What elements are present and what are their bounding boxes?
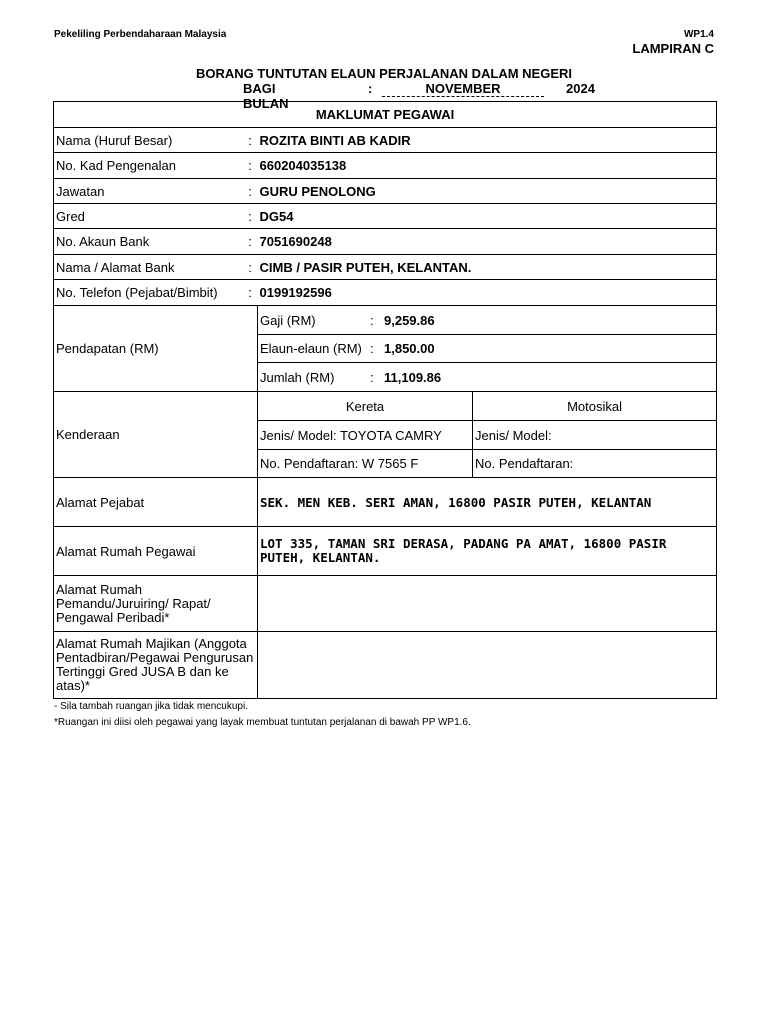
income-item-colon: : — [370, 341, 374, 356]
employer-address-row — [54, 632, 717, 699]
income-item-value: 9,259.86 — [384, 312, 435, 328]
field-label: No. Akaun Bank — [54, 229, 243, 255]
vehicle-label: Kenderaan — [54, 392, 258, 478]
footnote-eligibility: *Ruangan ini diisi oleh pegawai yang layak membuat tuntutan perjalanan di bawah PP WP1.6. — [54, 717, 471, 728]
field-row-grade — [54, 204, 717, 229]
field-value-ic: 660204035138 — [258, 153, 717, 179]
field-row-bank-account — [54, 229, 717, 255]
home-address-value: LOT 335, TAMAN SRI DERASA, PADANG PA AMAT, 16800 PASIR PUTEH, KELANTAN. — [258, 527, 717, 576]
office-address-row — [54, 478, 717, 527]
field-row-bank-name — [54, 255, 717, 280]
form-title: BORANG TUNTUTAN ELAUN PERJALANAN DALAM NEGERI — [195, 66, 573, 81]
income-row — [54, 306, 717, 335]
home-address-label: Alamat Rumah Pegawai — [54, 527, 258, 576]
vehicle-row — [54, 392, 717, 421]
field-row-position — [54, 179, 717, 204]
field-label: Gred — [54, 204, 243, 229]
driver-address-row — [54, 576, 717, 632]
field-row-name — [54, 128, 717, 153]
motorcycle-registration: No. Pendaftaran: — [473, 450, 717, 478]
circular-reference: Pekeliling Perbendaharaan Malaysia — [54, 29, 227, 40]
income-item-allowance — [258, 335, 717, 363]
period-label: BAGI BULAN — [243, 81, 289, 111]
field-value-phone: 0199192596 — [258, 280, 717, 306]
income-item-label: Jumlah (RM) — [260, 369, 335, 385]
employer-address-value — [258, 632, 717, 699]
car-header: Kereta — [258, 392, 473, 421]
field-colon: : — [243, 255, 258, 280]
appendix-label: LAMPIRAN C — [632, 41, 714, 56]
income-item-label: Elaun-elaun (RM) — [260, 341, 362, 356]
field-colon: : — [243, 153, 258, 179]
income-item-total — [258, 363, 717, 392]
field-label: Nama / Alamat Bank — [54, 255, 243, 280]
car-registration: No. Pendaftaran: W 7565 F — [258, 450, 473, 478]
period-colon: : — [368, 81, 373, 96]
income-item-label: Gaji (RM) — [260, 312, 316, 328]
field-colon: : — [243, 280, 258, 306]
field-label: Nama (Huruf Besar) — [54, 128, 243, 153]
field-value-bank-name: CIMB / PASIR PUTEH, KELANTAN. — [258, 255, 717, 280]
field-label: No. Telefon (Pejabat/Bimbit) — [54, 280, 243, 306]
field-label: No. Kad Pengenalan — [54, 153, 243, 179]
field-colon: : — [243, 229, 258, 255]
income-item-salary — [258, 306, 717, 335]
field-colon: : — [243, 128, 258, 153]
field-value-bank-account: 7051690248 — [258, 229, 717, 255]
field-value-position: GURU PENOLONG — [258, 179, 717, 204]
employer-address-label: Alamat Rumah Majikan (Anggota Pentadbiran/Pegawai Pengurusan Tertinggi Gred JUSA B dan ke atas)* — [54, 632, 258, 699]
field-value-grade: DG54 — [258, 204, 717, 229]
income-label: Pendapatan (RM) — [54, 306, 258, 392]
form-code: WP1.4 — [683, 29, 714, 40]
field-row-phone — [54, 280, 717, 306]
home-address-row — [54, 527, 717, 576]
income-item-value: 11,109.86 — [384, 369, 442, 385]
period-month: NOVEMBER — [382, 81, 544, 97]
footnote-add-rows: - Sila tambah ruangan jika tidak mencukupi. — [54, 701, 248, 712]
driver-address-label: Alamat Rumah Pemandu/Juruiring/ Rapat/ Pengawal Peribadi* — [54, 576, 258, 632]
car-model: Jenis/ Model: TOYOTA CAMRY — [258, 421, 473, 450]
income-item-colon: : — [370, 312, 374, 328]
office-address-label: Alamat Pejabat — [54, 478, 258, 527]
office-address-value: SEK. MEN KEB. SERI AMAN, 16800 PASIR PUTEH, KELANTAN — [258, 478, 717, 527]
field-colon: : — [243, 179, 258, 204]
driver-address-value — [258, 576, 717, 632]
income-item-value: 1,850.00 — [384, 341, 435, 356]
income-item-colon: : — [370, 369, 374, 385]
section-title: MAKLUMAT PEGAWAI — [54, 102, 717, 128]
field-row-ic — [54, 153, 717, 179]
field-colon: : — [243, 204, 258, 229]
field-label: Jawatan — [54, 179, 243, 204]
period-year: 2024 — [566, 81, 595, 96]
motorcycle-header: Motosikal — [473, 392, 717, 421]
motorcycle-model: Jenis/ Model: — [473, 421, 717, 450]
field-value-name: ROZITA BINTI AB KADIR — [258, 128, 717, 153]
officer-info-table — [53, 101, 717, 699]
